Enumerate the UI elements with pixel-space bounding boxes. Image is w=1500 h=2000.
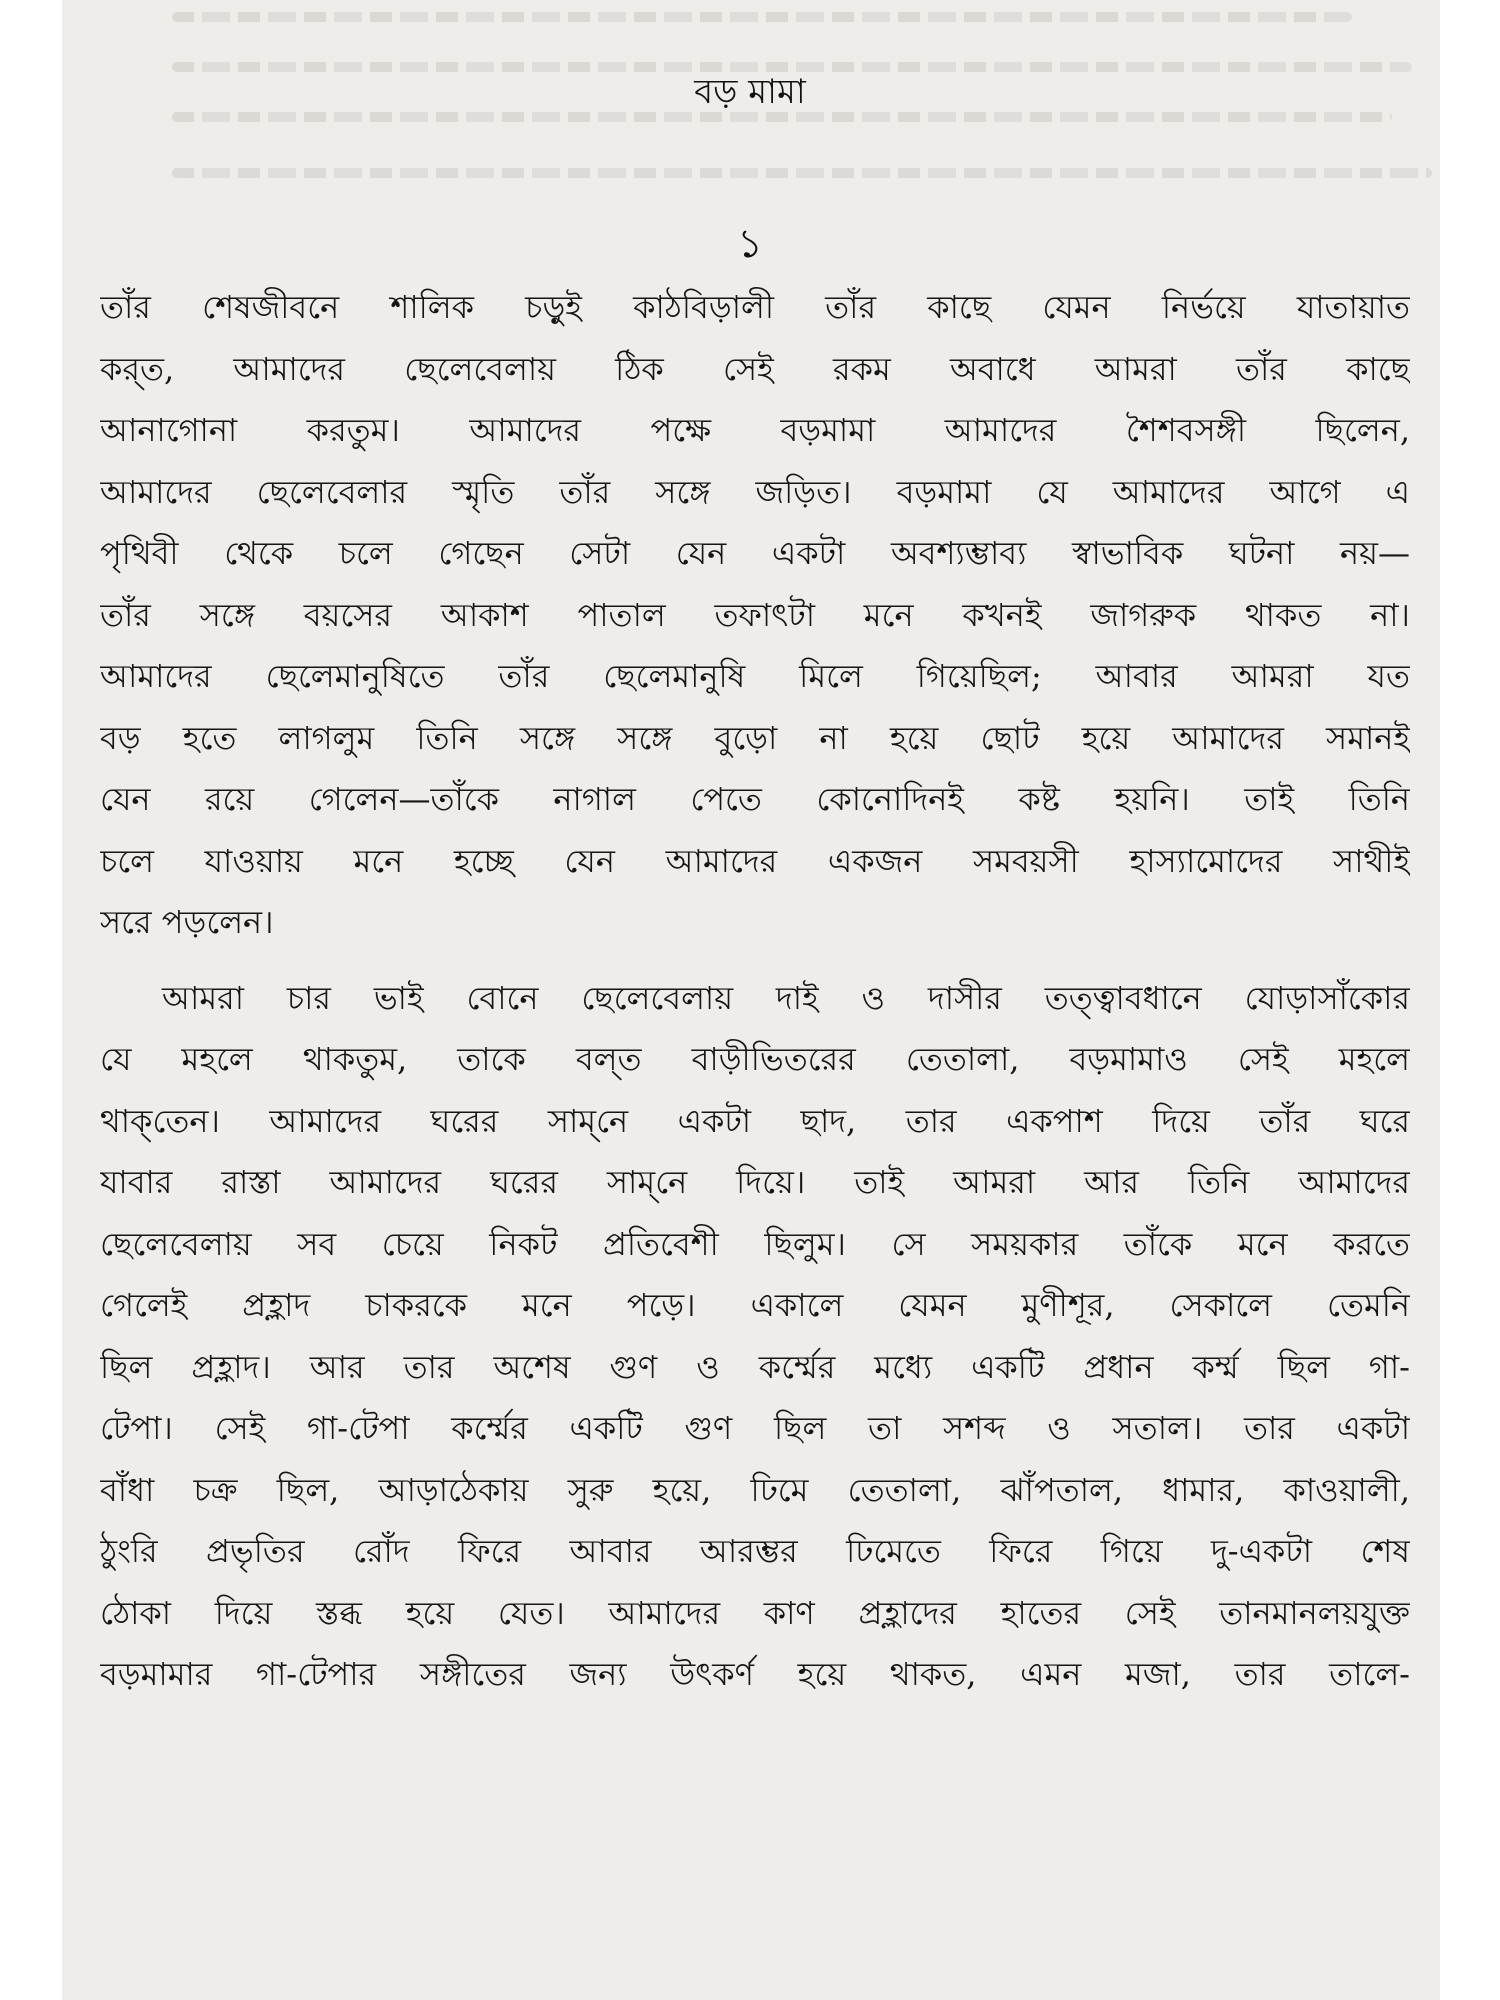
paragraph-2 xyxy=(100,968,1410,1706)
text-line: বড়মামার গা-টেপার সঙ্গীতের জন্য উৎকর্ণ হয়ে থাকত, এমন মজা, তার তালে- xyxy=(100,1655,1410,1693)
bleed-line xyxy=(172,12,1352,22)
text-line: থাক্‌তেন। আমাদের ঘরের সাম্‌নে একটা ছাদ, তার একপাশ দিয়ে তাঁর ঘরে xyxy=(100,1101,1410,1140)
text-line: সরে পড়লেন। xyxy=(100,903,274,941)
text-line: বাঁধা চক্র ছিল, আড়াঠেকায় সুরু হয়ে, ঢিমে তেতালা, ঝাঁপতাল, ধামার, কাওয়ালী, xyxy=(100,1470,1410,1509)
text-line: আমরা চার ভাই বোনে ছেলেবেলায় দাই ও দাসীর তত্ত্বাবধানে যোড়াসাঁকোর xyxy=(162,978,1410,1017)
page-title: বড় মামা xyxy=(694,72,806,112)
text-line: পৃথিবী থেকে চলে গেছেন সেটা যেন একটা অবশ্যম্ভাব্য স্বাভাবিক ঘটনা নয়— xyxy=(100,534,1410,572)
text-line: ঠোকা দিয়ে স্তব্ধ হয়ে যেত। আমাদের কাণ প্রহ্লাদের হাতের সেই তানমানলয়যুক্ত xyxy=(100,1593,1410,1632)
text-line: টেপা। সেই গা-টেপা কর্ম্মের একটি গুণ ছিল তা সশব্দ ও সতাল। তার একটা xyxy=(100,1409,1410,1447)
text-line: কর্‌ত, আমাদের ছেলেবেলায় ঠিক সেই রকম অবাধে আমরা তাঁর কাছে xyxy=(100,349,1410,388)
text-line: আনাগোনা করতুম। আমাদের পক্ষে বড়মামা আমাদের শৈশবসঙ্গী ছিলেন, xyxy=(100,411,1410,449)
paragraph-1 xyxy=(100,277,1410,954)
text-line: যাবার রাস্তা আমাদের ঘরের সাম্‌নে দিয়ে। তাই আমরা আর তিনি আমাদের xyxy=(100,1163,1410,1201)
text-line: বড় হতে লাগলুম তিনি সঙ্গে সঙ্গে বুড়ো না হয়ে ছোট হয়ে আমাদের সমানই xyxy=(100,718,1410,757)
body-text xyxy=(100,277,1410,1706)
text-line: আমাদের ছেলেবেলার স্মৃতি তাঁর সঙ্গে জড়িত। বড়মামা যে আমাদের আগে এ xyxy=(100,472,1410,511)
paragraph-gap xyxy=(100,954,1410,968)
text-line: তাঁর শেষজীবনে শালিক চড়ুই কাঠবিড়ালী তাঁর কাছে যেমন নির্ভয়ে যাতায়াত xyxy=(100,288,1410,326)
text-line: যে মহলে থাকতুম, তাকে বল্‌ত বাড়ীভিতরের তেতালা, বড়মামাও সেই মহলে xyxy=(100,1040,1410,1078)
text-line: যেন রয়ে গেলেন—তাঁকে নাগাল পেতে কোনোদিনই কষ্ট হয়নি। তাই তিনি xyxy=(100,780,1410,818)
text-line: গেলেই প্রহ্লাদ চাকরকে মনে পড়ে। একালে যেমন মুণীশূর, সেকালে তেমনি xyxy=(100,1286,1410,1324)
text-line: আমাদের ছেলেমানুষিতে তাঁর ছেলেমানুষি মিলে গিয়েছিল; আবার আমরা যত xyxy=(100,657,1410,695)
text-line: তাঁর সঙ্গে বয়সের আকাশ পাতাল তফাৎটা মনে কখনই জাগরুক থাকত না। xyxy=(100,595,1410,634)
text-line: চলে যাওয়ায় মনে হচ্ছে যেন আমাদের একজন সমবয়সী হাস্যামোদের সাথীই xyxy=(100,841,1410,880)
bleed-line xyxy=(172,168,1432,178)
text-line: ছেলেবেলায় সব চেয়ে নিকট প্রতিবেশী ছিলুম। সে সময়কার তাঁকে মনে করতে xyxy=(100,1224,1410,1263)
text-line: ঠুংরি প্রভৃতির রোঁদ ফিরে আবার আরম্ভর ঢিমেতে ফিরে গিয়ে দু-একটা শেষ xyxy=(100,1532,1410,1570)
text-line: ছিল প্রহ্লাদ। আর তার অশেষ গুণ ও কর্ম্মের মধ্যে একটি প্রধান কর্ম্ম ছিল গা- xyxy=(100,1347,1410,1386)
section-number: ১ xyxy=(737,221,763,267)
